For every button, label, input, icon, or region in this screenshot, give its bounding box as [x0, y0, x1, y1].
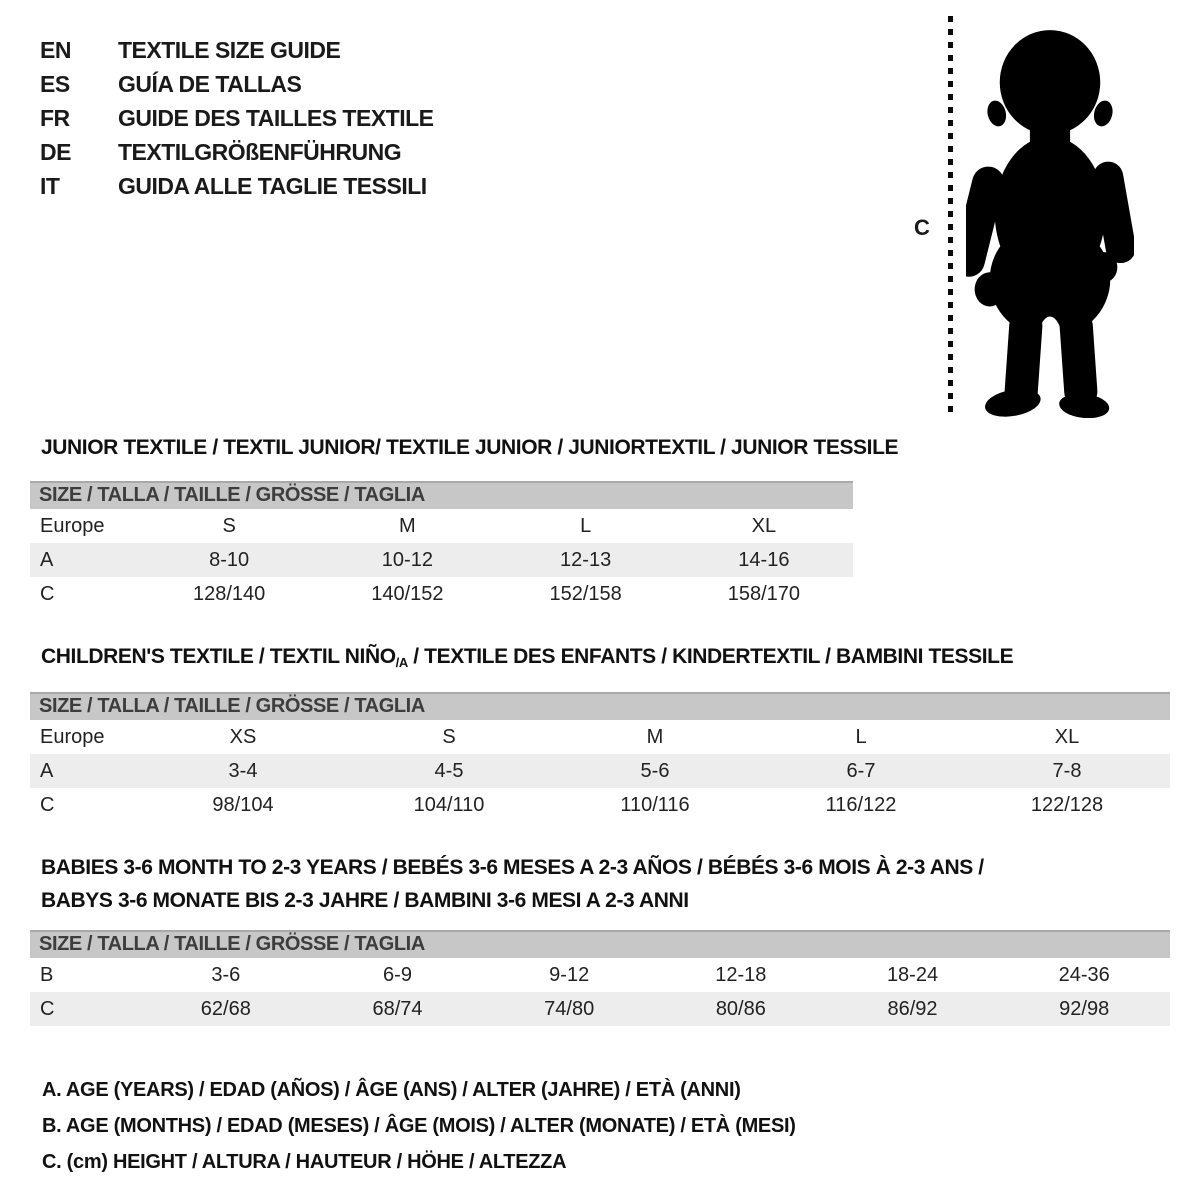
table-cell: 74/80: [544, 997, 595, 1020]
table-cell: 8-10: [209, 548, 250, 571]
language-code: FR: [40, 104, 70, 131]
table-cell: 12-13: [560, 548, 612, 571]
table-cell: 92/98: [1059, 997, 1110, 1020]
column-header-s: S: [222, 514, 236, 537]
note-height-cm: C. (cm) HEIGHT / ALTURA / HAUTEUR / HÖHE / ALTEZZA: [42, 1150, 567, 1173]
note-age-months: B. AGE (MONTHS) / EDAD (MESES) / ÂGE (MOIS) / ALTER (MONATE) / ETÀ (MESI): [42, 1114, 796, 1137]
column-header-xs: XS: [229, 725, 257, 748]
language-code: EN: [40, 36, 71, 63]
table-cell: 122/128: [1030, 793, 1104, 816]
table-cell: 18-24: [886, 963, 939, 986]
column-header-europe: Europe: [40, 514, 105, 537]
section-title-babies-line1: BABIES 3-6 MONTH TO 2-3 YEARS / BEBÉS 3-6 MESES A 2-3 AÑOS / BÉBÉS 3-6 MOIS À 2-3 ANS /: [41, 856, 984, 879]
table-cell: 7-8: [1052, 759, 1082, 782]
table-cell: 62/68: [200, 997, 251, 1020]
language-row-it: [40, 169, 434, 203]
table-cell: 98/104: [212, 793, 274, 816]
language-title-list: [40, 33, 434, 203]
junior-size-table: [30, 481, 853, 611]
row-label: C: [40, 582, 55, 605]
size-header-bar: SIZE / TALLA / TAILLE / GRÖSSE / TAGLIA: [30, 692, 1170, 720]
column-header-xl: XL: [1054, 725, 1080, 748]
table-cell: 10-12: [381, 548, 433, 571]
guide-title-es: GUÍA DE TALLAS: [118, 70, 302, 97]
row-label: C: [40, 997, 55, 1020]
height-measure-label: C: [914, 215, 930, 240]
table-cell: 104/110: [413, 793, 485, 816]
column-header-s: S: [442, 725, 456, 748]
column-header-europe: Europe: [40, 725, 105, 748]
table-header-row: [30, 509, 853, 543]
section-title-children-sub: /A: [395, 655, 408, 670]
table-cell: 3-4: [228, 759, 258, 782]
children-size-table: [30, 692, 1170, 822]
table-cell: 152/158: [549, 582, 622, 605]
section-title-babies-line2: BABYS 3-6 MONATE BIS 2-3 JAHRE / BAMBINI 3-6 MESI A 2-3 ANNI: [41, 889, 689, 912]
language-row-fr: [40, 101, 434, 135]
table-cell: 5-6: [640, 759, 670, 782]
column-header-l: L: [580, 514, 592, 537]
table-cell: 86/92: [887, 997, 938, 1020]
legend-notes: [42, 1072, 796, 1180]
table-row-b: [30, 958, 1170, 992]
table-header-row: [30, 720, 1170, 754]
row-label: A: [40, 548, 54, 571]
table-cell: 6-9: [383, 963, 412, 986]
baby-silhouette: [966, 16, 1134, 418]
language-code: IT: [40, 172, 60, 199]
language-row-en: [40, 33, 434, 67]
language-code: DE: [40, 138, 71, 165]
column-header-l: L: [855, 725, 867, 748]
column-header-m: M: [399, 514, 416, 537]
section-title-children: [41, 645, 1013, 670]
height-dashed-line: [948, 16, 953, 416]
section-title-children-pre: CHILDREN'S TEXTILE / TEXTIL NIÑO: [41, 645, 396, 668]
table-cell: 116/122: [825, 793, 897, 816]
language-code: ES: [40, 70, 70, 97]
size-header-bar: SIZE / TALLA / TAILLE / GRÖSSE / TAGLIA: [30, 930, 1170, 958]
table-cell: 128/140: [192, 582, 266, 605]
table-row-a: [30, 754, 1170, 788]
guide-title-de: TEXTILGRÖßENFÜHRUNG: [118, 138, 402, 165]
table-cell: 6-7: [846, 759, 876, 782]
size-header-bar: SIZE / TALLA / TAILLE / GRÖSSE / TAGLIA: [30, 481, 853, 509]
table-row-c: [30, 577, 853, 611]
table-row-c: [30, 992, 1170, 1026]
column-header-m: M: [646, 725, 664, 748]
table-row-a: [30, 543, 853, 577]
table-cell: 110/116: [620, 793, 690, 816]
guide-title-fr: GUIDE DES TAILLES TEXTILE: [118, 104, 434, 131]
table-cell: 140/152: [371, 582, 444, 605]
guide-title-en: TEXTILE SIZE GUIDE: [118, 36, 341, 63]
section-title-children-post: / TEXTILE DES ENFANTS / KINDERTEXTIL / BAMBINI TESSILE: [407, 645, 1014, 668]
section-title-junior: JUNIOR TEXTILE / TEXTIL JUNIOR/ TEXTILE JUNIOR / JUNIORTEXTIL / JUNIOR TESSILE: [41, 436, 899, 459]
table-cell: 3-6: [211, 963, 241, 986]
table-cell: 9-12: [549, 963, 590, 986]
column-header-xl: XL: [751, 514, 777, 537]
row-label: C: [40, 793, 55, 816]
note-age-years: A. AGE (YEARS) / EDAD (AÑOS) / ÂGE (ANS) / ALTER (JAHRE) / ETÀ (ANNI): [42, 1078, 741, 1101]
table-cell: 12-18: [715, 963, 767, 986]
row-label: B: [40, 963, 54, 986]
guide-title-it: GUIDA ALLE TAGLIE TESSILI: [118, 172, 427, 199]
row-label: A: [40, 759, 54, 782]
table-cell: 14-16: [738, 548, 790, 571]
table-cell: 24-36: [1058, 963, 1110, 986]
table-cell: 68/74: [372, 997, 423, 1020]
table-cell: 4-5: [434, 759, 464, 782]
language-row-de: [40, 135, 434, 169]
language-row-es: [40, 67, 434, 101]
table-row-c: [30, 788, 1170, 822]
table-cell: 158/170: [727, 582, 801, 605]
babies-size-table: [30, 930, 1170, 1026]
table-cell: 80/86: [715, 997, 766, 1020]
